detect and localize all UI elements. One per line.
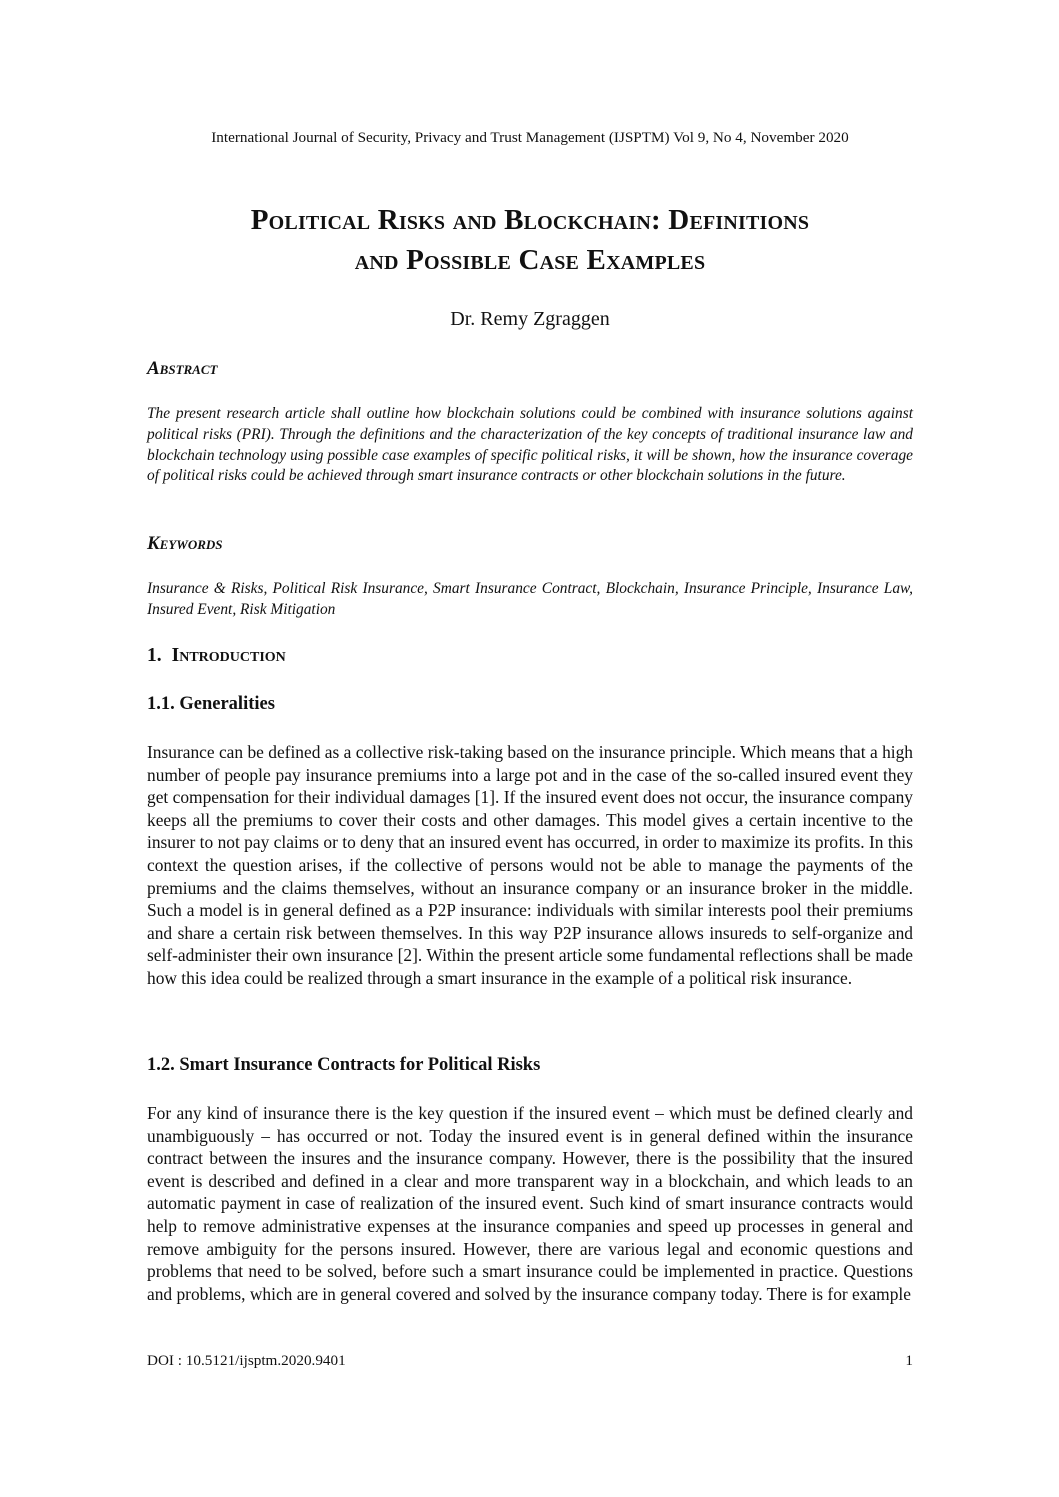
- running-header: International Journal of Security, Privacy and Trust Management (IJSPTM) Vol 9, No 4, November 2020: [211, 129, 849, 146]
- section-title: Introduction: [171, 645, 286, 666]
- abstract-text: The present research article shall outline how blockchain solutions could be combined with insurance solutions against political risks (PRI). Through the definitions and the characterization of the key concepts of traditional insurance law and blockchain technology using possible case examples of specific political risks, it will be shown, how the insurance coverage of political risks could be achieved through smart insurance contracts or other blockchain solutions in the future.: [147, 405, 913, 485]
- footer-doi: DOI : 10.5121/ijsptm.2020.9401: [147, 1352, 346, 1369]
- title-line-1: Political Risks and Blockchain: Definitions: [250, 204, 810, 236]
- subsection-heading-generalities: 1.1. Generalities: [147, 694, 275, 714]
- page-number: 1: [905, 1352, 913, 1369]
- section-heading-introduction: [147, 645, 286, 667]
- title-line-2: and Possible Case Examples: [354, 244, 706, 276]
- abstract-heading: Abstract: [147, 358, 218, 379]
- keywords-text: Insurance & Risks, Political Risk Insurance, Smart Insurance Contract, Blockchain, Insurance Principle, Insurance Law, Insured Event, Risk Mitigation: [147, 580, 913, 618]
- section-number: 1.: [147, 645, 162, 666]
- author-name: Dr. Remy Zgraggen: [450, 308, 610, 330]
- paragraph-smart-insurance: For any kind of insurance there is the key question if the insured event – which must be defined clearly and unambiguously – has occurred or not. Today the insured event is in general defined within the insurance contract between the insures and the insurance company. However, there is the possibility that the insured event is described and defined in a clear and more transparent way in a blockchain, and which leads to an automatic payment in case of realization of the insured event. Such kind of smart insurance contracts would help to remove administrative expenses at the insurance companies and speed up processes in general and remove ambiguity for the persons insured. However, there are various legal and economic questions and problems that need to be solved, before such a smart insurance could be implemented in practice. Questions and problems, which are in general covered and solved by the insurance company today. There is for example: [147, 1103, 913, 1304]
- paragraph-generalities: Insurance can be defined as a collective risk-taking based on the insurance principle. Which means that a high number of people pay insurance premiums into a large pot and in the case of the so-called insured event they get compensation for their individual damages [1]. If the insured event does not occur, the insurance company keeps all the premiums to cover their costs and other damages. This model gives a certain incentive to the insurer to not pay claims or to deny that an insured event has occurred, in order to maximize its profits. In this context the question arises, if the collective of persons would not be able to manage the payments of the premiums and the claims themselves, without an insurance company or an insurance broker in the middle. Such a model is in general defined as a P2P insurance: individuals with similar interests pool their premiums and share a certain risk between themselves. In this way P2P insurance allows insureds to self-organize and self-administer their own insurance [2]. Within the present article some fundamental reflections shall be made how this idea could be realized through a smart insurance in the example of a political risk insurance.: [147, 742, 913, 988]
- subsection-heading-smart-insurance: 1.2. Smart Insurance Contracts for Political Risks: [147, 1055, 541, 1075]
- keywords-heading: Keywords: [147, 533, 223, 554]
- paper-title: [147, 200, 913, 280]
